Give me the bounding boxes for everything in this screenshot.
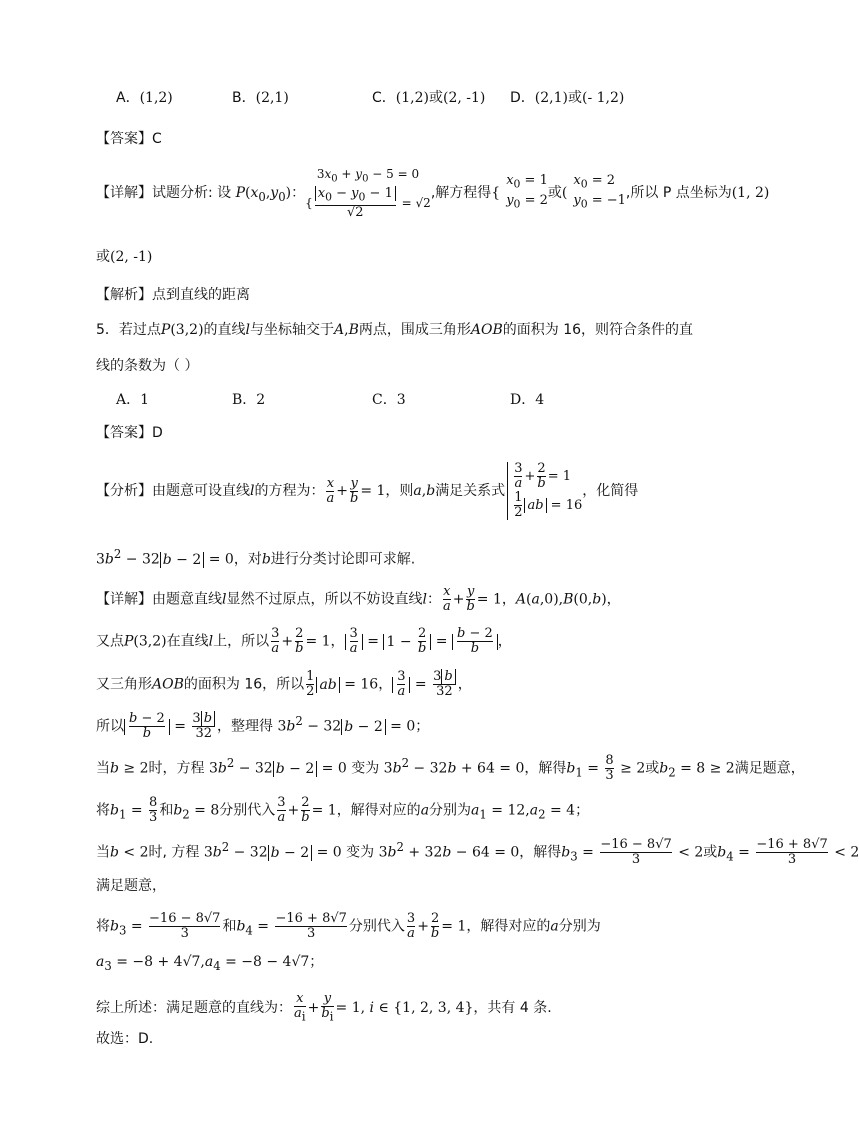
q5-detail-line-1: 【详解】由题意直线l显然不过原点，所以不妨设直线l： $\frac{x}{a}$ + $\frac{y}{b}$ = 1，A(a,0),B(0,b)， — [96, 584, 621, 614]
q5-analysis: 【分析】由题意可设直线l的方程为： $\frac{x}{a}$ + $\frac{y}{b}$ = 1，则a,b满足关系式 $\frac{3}{a}$ + $\frac{2}{b}$ = 1 $\frac{1}{2}$ ab = 16 ，化简得 — [96, 461, 639, 520]
q4-analysis — [96, 286, 250, 304]
q5-analysis-label: 【分析】 — [96, 483, 152, 499]
q5-option-b: B．2 — [232, 392, 266, 408]
q5-detail-line-6: 将$b_1$ = $\frac{8}{3}$ 和$b_2 = 8$分别代入 $\frac{3}{a}$ + $\frac{2}{b}$ = 1，解得对应的a分别为$a_1 = 12,a_2 = 4$； — [96, 795, 590, 825]
q5-answer: 【答案】D — [96, 425, 163, 441]
q5-option-a: A．1 — [116, 392, 150, 408]
q4-answer: 【答案】C — [96, 131, 162, 147]
q5-detail-line-2: 又点P(3,2)在直线l上，所以 $\frac{3}{a}$ + $\frac{2}{b}$ = 1， $\frac{3}{a}$ = 1 − $\frac{2}{b}$ = $\frac{b - 2}{b}$ ， — [96, 626, 512, 656]
q4-detail-label: 【详解】 — [96, 185, 152, 201]
q5-detail-line-7: 当b < 2时, 方程 $3b^2 - 32$ b − 2 = 0 变为 $3b^2 + 32b - 64 = 0$，解得$b_3$ = $\frac{-16 - 8√7}{3}$ < 2或$b_4$ = $\frac{-16 + 8√7}{3}$ < 2 — [96, 837, 859, 868]
q5-detail-line-3: 又三角形AOB的面积为 16，所以 $\frac{1}{2}$ ab = 16， $\frac{3}{a}$ = $\frac{3 b}{32}$ ， — [96, 669, 472, 699]
q4-option-b: B．(2,1) — [232, 90, 289, 106]
q4-option-d: D．(2,1)或(- 1,2) — [510, 90, 625, 106]
q5-stem-line-2: 线的条数为（ ） — [96, 358, 199, 374]
q5-analysis-cont: $3b^2 - 32$ b − 2 = 0，对b进行分类讨论即可求解. — [96, 547, 416, 568]
q5-detail-line-5: 当b ≥ 2时，方程 $3b^2 - 32$ b − 2 = 0 变为 $3b^2 - 32b + 64 = 0$，解得$b_1$ = $\frac{8}{3}$ ≥ 2或$b_2 = 8 \ge 2$满足题意， — [96, 753, 805, 784]
q5-detail-line-11: 综上所述：满足题意的直线为： $\frac{x}{a_i}$ + $\frac{y}{b_i}$ = 1, i ∈ {1, 2, 3, 4}，共有 4 条. — [96, 991, 552, 1024]
q5-detail-line-10: $a_3 = -8 + 4√7,a_4 = -8 - 4√7$； — [96, 954, 324, 973]
q5-option-c: C．3 — [372, 392, 406, 408]
q5-detail-line-12: 故选：D. — [96, 1031, 154, 1047]
q5-stem-line-1: 5．若过点P(3,2)的直线l与坐标轴交于A,B两点，围成三角形AOB的面积为 16，则符合条件的直 — [96, 322, 694, 338]
q5-detail-label: 【详解】 — [96, 591, 152, 608]
q4-option-c: C．(1,2)或(2, -1) — [372, 90, 486, 106]
q5-detail-line-9: 将$b_3$ = $\frac{-16 - 8√7}{3}$ 和$b_4$ = $\frac{-16 + 8√7}{3}$ 分别代入 $\frac{3}{a}$ + $\frac{2}{b}$ = 1，解得对应的a分别为 — [96, 911, 601, 941]
q4-option-a: A．(1,2) — [116, 90, 173, 106]
q4-detail-cont: 或(2, -1) — [96, 249, 153, 265]
q4-detail: 【详解】试题分析: 设 $P(x_0,y_0)$： $3x_0 + y_0 - 5 = 0$ { $\frac{x_0 - y_0 - 1}{√2}$ = √2 ,解方程得{ $x_0 = 1$ $y_0 = 2$ 或( $x_0 = 2$ $y_0 = -1$ ,所以 P 点坐标为(1, 2) — [96, 167, 770, 220]
q4-analysis-label: 【解析】 — [96, 287, 152, 303]
q4-analysis-text: 点到直线的距离 — [152, 287, 250, 303]
q5-detail-line-8: 满足题意， — [96, 878, 166, 894]
q5-option-d: D．4 — [510, 392, 545, 408]
q5-detail-line-4: 所以 $\frac{b - 2}{b}$ = $\frac{3 b}{32}$ ，整理得 $3b^2 - 32$ b − 2 = 0； — [96, 711, 430, 742]
